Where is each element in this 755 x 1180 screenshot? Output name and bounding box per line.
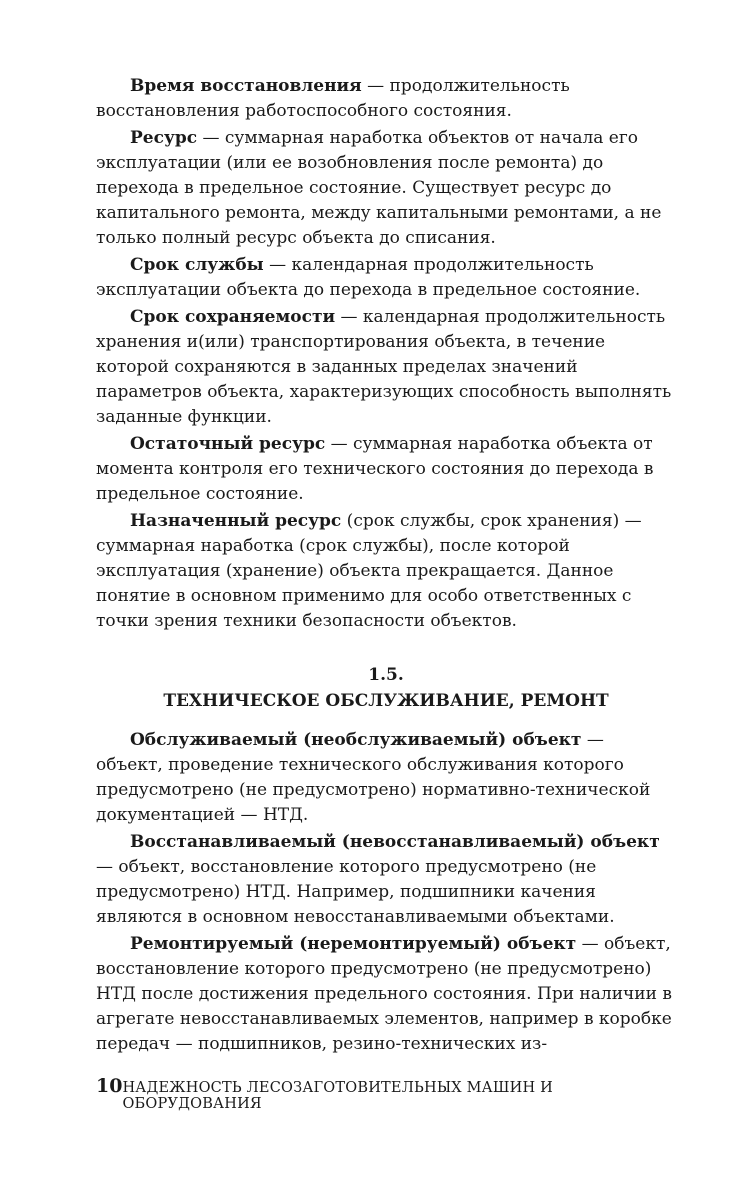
page-footer	[96, 1075, 676, 1112]
definition-paragraph	[96, 126, 676, 251]
definition-paragraph	[96, 432, 676, 507]
definition-term: Назначенный ресурс	[130, 511, 342, 531]
definition-term: Ресурс	[130, 128, 198, 148]
definition-paragraph	[96, 509, 676, 634]
definition-term: Остаточный ресурс	[130, 434, 326, 454]
definition-term: Восстанавливаемый (невосстанавливаемый) объект	[130, 832, 660, 852]
definition-text: — календарная продолжительность хранения и(или) транспортирования объекта, в течение которой сохраняются в заданных пределах значений параметров объекта, характеризующих способность выполнять заданные функции.	[96, 307, 672, 427]
definitions-top	[96, 74, 676, 634]
definition-term: Обслуживаемый (необслуживаемый) объект	[130, 730, 582, 750]
definition-paragraph	[96, 74, 676, 124]
definition-text: — продолжительность восстановления работоспособного состояния.	[96, 76, 570, 121]
definitions-bottom	[96, 728, 676, 1057]
definition-text: — объект, восстановление которого предусмотрено (не предусмотрено) НТД после достижения предельного состояния. При наличии в агрегате невосстанавливаемых элементов, например в коробке передач — подшипников, резино-технических из-	[96, 934, 672, 1054]
page-number: 10	[96, 1075, 123, 1097]
definition-paragraph	[96, 932, 676, 1057]
definition-term: Срок службы	[130, 255, 264, 275]
definition-term: Ремонтируемый (неремонтируемый) объект	[130, 934, 577, 954]
section-heading	[96, 662, 676, 714]
text-column	[96, 74, 676, 1059]
section-number: 1.5.	[368, 665, 404, 685]
definition-text: — объект, проведение технического обслуживания которого предусмотрено (не предусмотрено) нормативно-технической документацией — НТД.	[96, 730, 651, 825]
definition-text: — суммарная наработка объектов от начала его эксплуатации (или ее возобновления после ремонта) до перехода в предельное состояние. Существует ресурс до капитального ремонта, между капитальными ремонтами, а не только полный ресурс объекта до списания.	[96, 128, 662, 248]
running-title: НАДЕЖНОСТЬ ЛЕСОЗАГОТОВИТЕЛЬНЫХ МАШИН И ОБОРУДОВАНИЯ	[122, 1080, 553, 1112]
section-title: ТЕХНИЧЕСКОЕ ОБСЛУЖИВАНИЕ, РЕМОНТ	[163, 691, 609, 711]
definition-text: — суммарная наработка объекта от момента контроля его технического состояния до перехода в предельное состояние.	[96, 434, 654, 504]
definition-paragraph	[96, 830, 676, 930]
definition-text: — календарная продолжительность эксплуатации объекта до перехода в предельное состояние.	[96, 255, 641, 300]
definition-text: (срок службы, срок хранения) — суммарная наработка (срок службы), после которой эксплуатация (хранение) объекта прекращается. Данное понятие в основном применимо для особо ответственных с точки зрения техники безопасности объектов.	[96, 511, 642, 631]
definition-paragraph	[96, 728, 676, 828]
definition-text: — объект, восстановление которого предусмотрено (не предусмотрено) НТД. Например, подшипники качения являются в основном невосстанавливаемыми объектами.	[96, 857, 615, 927]
definition-term: Время восстановления	[130, 76, 362, 96]
definition-paragraph	[96, 305, 676, 430]
definition-term: Срок сохраняемости	[130, 307, 336, 327]
definition-paragraph	[96, 253, 676, 303]
